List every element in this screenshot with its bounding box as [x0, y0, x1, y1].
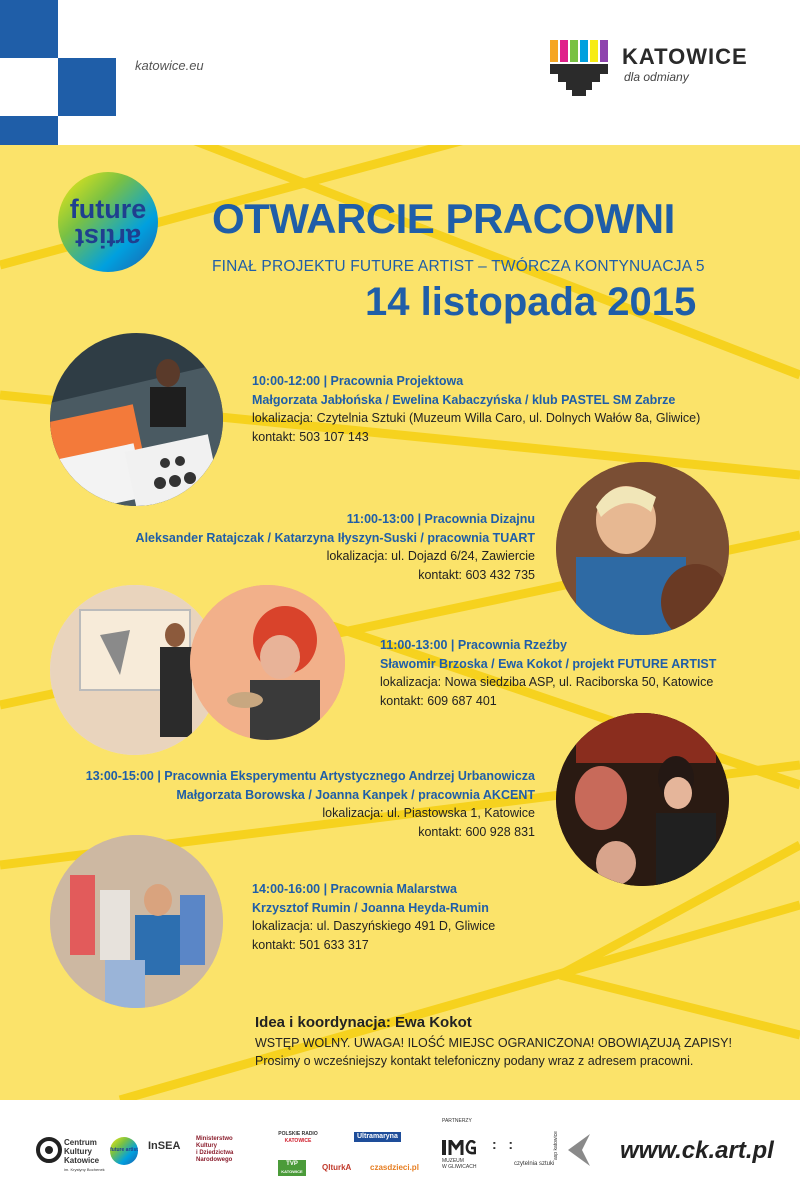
czytelnia-sztuki-logo: czytelnia sztuki: [514, 1161, 555, 1167]
notice-line: WSTĘP WOLNY. UWAGA! ILOŚĆ MIEJSC OGRANICZONA! OBOWIĄZUJĄ ZAPISY!: [255, 1036, 732, 1050]
ministry-logo-line: Kultury: [196, 1143, 217, 1149]
logo-word-artist: artist: [74, 223, 142, 253]
photo-dizajn-workshop: [556, 462, 729, 635]
session-time-place: 11:00-13:00 | Pracownia Dizajnu: [346, 512, 535, 526]
notice: [255, 1034, 732, 1070]
session-location: lokalizacja: Czytelnia Sztuki (Muzeum Willa Caro, ul. Dolnych Wałów 8a, Gliwice): [252, 411, 701, 425]
session-location: lokalizacja: Nowa siedziba ASP, ul. Raciborska 50, Katowice: [380, 675, 714, 689]
asp-logo-text: asp katowice: [553, 1131, 559, 1160]
session-time-place: 14:00-16:00 | Pracownia Malarstwa: [252, 882, 457, 896]
page-title: OTWARCIE PRACOWNI: [212, 195, 675, 242]
radio-logo-line: KATOWICE: [284, 1138, 312, 1144]
museum-logo-icon: [442, 1140, 476, 1156]
tvp-logo-line: KATOWICE: [281, 1169, 303, 1174]
ministry-logo-line: Ministerstwo: [196, 1136, 233, 1142]
session-item: [120, 510, 535, 584]
session-time-place: 10:00-12:00 | Pracownia Projektowa: [252, 374, 464, 388]
katowice-logo-icon: [548, 38, 610, 100]
ck-logo-text: [64, 1138, 105, 1174]
session-location: lokalizacja: ul. Dojazd 6/24, Zawiercie: [326, 549, 535, 563]
session-location: lokalizacja: ul. Daszyńskiego 491 D, Gliwice: [252, 919, 496, 933]
czytelnia-dots: : :: [492, 1136, 513, 1152]
ultramaryna-logo: Ultramaryna: [354, 1132, 401, 1142]
partners-label: PARTNERZY: [442, 1118, 472, 1124]
museum-logo-text: [442, 1158, 476, 1170]
session-people: Aleksander Ratajczak / Katarzyna Iłyszyn-Suski / pracownia TUART: [135, 530, 535, 545]
session-time-place: 11:00-13:00 | Pracownia Rzeźby: [380, 638, 567, 652]
session-contact: kontakt: 603 432 735: [418, 567, 535, 582]
ck-logo-line: im. Krystyny Bochenek: [64, 1167, 105, 1172]
event-date: 14 listopada 2015: [365, 280, 697, 324]
header: [0, 0, 800, 145]
session-location: lokalizacja: ul. Piastowska 1, Katowice: [322, 806, 535, 820]
session-contact: kontakt: 609 687 401: [380, 693, 497, 708]
notice-line: Prosimy o wcześniejszy kontakt telefoniczny podany wraz z adresem pracowni.: [255, 1054, 694, 1068]
session-item: [80, 767, 535, 841]
photo-experiment-workshop: [556, 713, 729, 886]
logo-word-future: future: [69, 194, 147, 224]
future-artist-small-logo: [110, 1137, 138, 1165]
decorative-square: [0, 116, 58, 145]
ck-logo-line: Katowice: [64, 1156, 100, 1165]
tvp-logo-line: TVP: [286, 1161, 298, 1167]
photo-painting-workshop: [50, 835, 223, 1008]
future-artist-small-text: future artist: [110, 1147, 138, 1153]
ministry-logo-line: Narodowego: [196, 1157, 233, 1163]
session-item: [380, 636, 716, 710]
radio-logo-line: POLSKIE RADIO: [278, 1131, 318, 1137]
session-people: Małgorzata Jabłońska / Ewelina Kabaczyńska / klub PASTEL SM Zabrze: [252, 392, 676, 407]
ck-logo-icon: [36, 1137, 62, 1163]
polskie-radio-logo: [276, 1131, 320, 1145]
decorative-square: [58, 58, 116, 116]
photo-sculpture-right: [190, 585, 345, 740]
asp-logo-icon: [568, 1134, 590, 1166]
session-contact: kontakt: 503 107 143: [252, 429, 369, 444]
ck-logo-line: Centrum: [64, 1138, 97, 1147]
ministry-logo-line: i Dziedzictwa: [196, 1150, 234, 1156]
session-people: Sławomir Brzoska / Ewa Kokot / projekt FUTURE ARTIST: [380, 656, 717, 671]
session-time-place: 13:00-15:00 | Pracownia Eksperymentu Artystycznego Andrzej Urbanowicza: [85, 769, 535, 783]
brand-tagline: dla odmiany: [624, 70, 689, 84]
session-contact: kontakt: 600 928 831: [418, 824, 535, 839]
insea-logo: InSEA: [148, 1140, 181, 1152]
museum-logo-line: MUZEUM: [442, 1158, 464, 1164]
session-contact: kontakt: 501 633 317: [252, 937, 369, 952]
session-item: [252, 372, 700, 446]
session-people: Małgorzata Borowska / Joanna Kanpek / pracownia AKCENT: [176, 787, 535, 802]
page-subtitle: FINAŁ PROJEKTU FUTURE ARTIST – TWÓRCZA KONTYNUACJA 5: [212, 258, 705, 275]
header-url-link[interactable]: katowice.eu: [135, 58, 204, 73]
website-link[interactable]: www.ck.art.pl: [620, 1137, 774, 1164]
ck-logo-line: Kultury: [64, 1147, 92, 1156]
photo-design-workshop: [50, 333, 223, 506]
brand-name: KATOWICE: [622, 44, 748, 69]
idea-coordination: Idea i koordynacja: Ewa Kokot: [255, 1014, 472, 1031]
decorative-square: [0, 0, 58, 58]
czasdzieci-logo: czasdzieci.pl: [370, 1163, 419, 1172]
tvp-katowice-logo: [278, 1160, 306, 1176]
future-artist-logo: [58, 172, 158, 272]
session-item: [252, 880, 495, 954]
session-people: Krzysztof Rumin / Joanna Heyda-Rumin: [252, 900, 489, 915]
ministry-logo: [196, 1136, 233, 1164]
qlturka-logo: QlturkA: [322, 1163, 352, 1172]
museum-logo-line: W GLIWICACH: [442, 1164, 477, 1170]
